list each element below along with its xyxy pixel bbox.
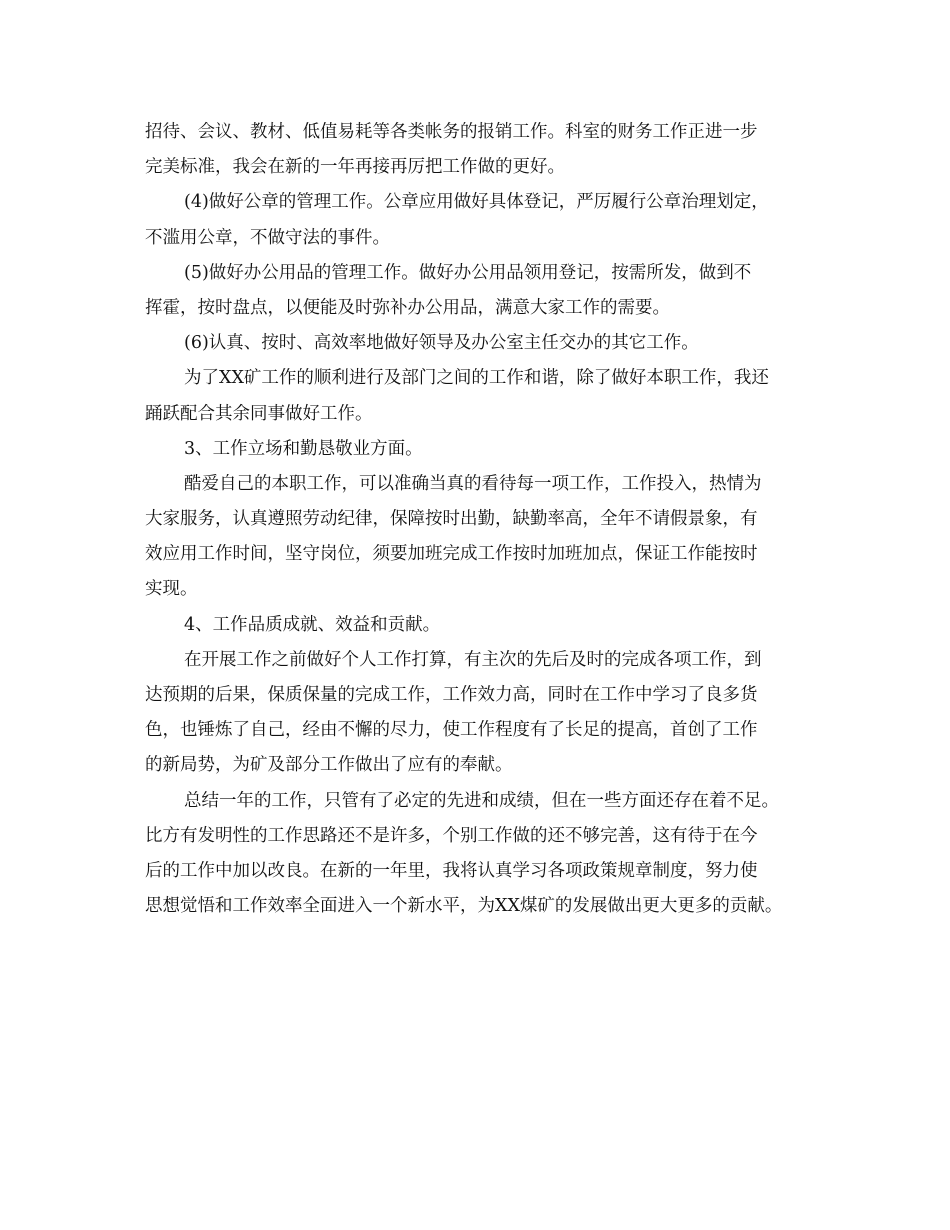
text-line: 完美标准，我会在新的一年再接再厉把工作做的更好。 bbox=[145, 157, 565, 178]
text-line: 比方有发明性的工作思路还不是许多，个别工作做的还不够完善，这有待于在今 bbox=[145, 825, 758, 846]
text-line: 招待、会议、教材、低值易耗等各类帐务的报销工作。科室的财务工作正进一步 bbox=[145, 122, 758, 142]
text-line: (6)认真、按时、高效率地做好领导及办公室主任交办的其它工作。 bbox=[184, 333, 699, 354]
text-line: 的新局势，为矿及部分工作做出了应有的奉献。 bbox=[145, 755, 513, 776]
text-line: 后的工作中加以改良。在新的一年里，我将认真学习各项政策规章制度，努力使 bbox=[145, 860, 758, 881]
text-line: 效应用工作时间，坚守岗位，须要加班完成工作按时加班加点，保证工作能按时 bbox=[145, 544, 758, 565]
text-line: 酷爱自己的本职工作，可以准确当真的看待每一项工作，工作投入，热情为 bbox=[184, 473, 762, 494]
text-line: 在开展工作之前做好个人工作打算，有主次的先后及时的完成各项工作，到 bbox=[184, 649, 762, 670]
text-line: (5)做好办公用品的管理工作。做好办公用品领用登记，按需所发，做到不 bbox=[184, 262, 752, 283]
section-heading: 4、工作品质成就、效益和贡献。 bbox=[184, 614, 441, 635]
body-text bbox=[145, 115, 825, 924]
text-line: 不滥用公章，不做守法的事件。 bbox=[145, 227, 390, 248]
section-heading: 3、工作立场和勤恳敬业方面。 bbox=[184, 438, 423, 459]
text-line: 色，也锤炼了自己，经由不懈的尽力，使工作程度有了长足的提高，首创了工作 bbox=[145, 720, 758, 741]
text-line: 总结一年的工作，只管有了必定的先进和成绩，但在一些方面还存在着不足。 bbox=[184, 790, 779, 811]
text-line: 实现。 bbox=[145, 579, 198, 600]
text-line: 大家服务，认真遵照劳动纪律，保障按时出勤，缺勤率高，全年不请假景象，有 bbox=[145, 509, 758, 530]
text-line: 挥霍，按时盘点，以便能及时弥补办公用品，满意大家工作的需要。 bbox=[145, 297, 670, 318]
text-line: 思想觉悟和工作效率全面进入一个新水平，为XX煤矿的发展做出更大更多的贡献。 bbox=[145, 896, 783, 917]
text-line: 为了XX矿工作的顺利进行及部门之间的工作和谐，除了做好本职工作，我还 bbox=[184, 368, 769, 389]
text-line: 达预期的后果，保质保量的完成工作，工作效力高，同时在工作中学习了良多货 bbox=[145, 685, 758, 705]
text-line: (4)做好公章的管理工作。公章应用做好具体登记，严厉履行公章治理划定， bbox=[184, 192, 769, 213]
text-line: 踊跃配合其余同事做好工作。 bbox=[145, 403, 373, 424]
